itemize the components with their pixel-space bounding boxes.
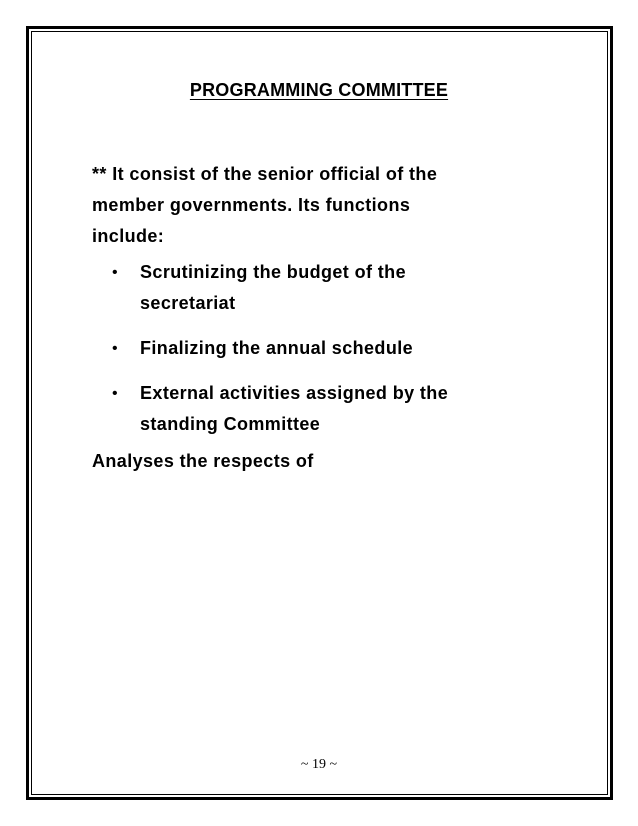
functions-list xyxy=(92,257,552,454)
page-number: ~ 19 ~ xyxy=(300,757,338,772)
list-item-text xyxy=(120,378,552,440)
page-title: PROGRAMMING COMMITTEE xyxy=(189,80,449,100)
list-item-line: External activities assigned by the xyxy=(140,383,449,403)
list-item-text xyxy=(120,257,552,319)
list-item xyxy=(92,333,552,364)
list-item-text xyxy=(120,333,552,364)
intro-line: member governments. Its functions xyxy=(92,195,411,215)
bullet-icon: • xyxy=(112,340,119,357)
list-item xyxy=(92,257,552,319)
bullet-icon: • xyxy=(112,264,119,281)
list-item-line: Finalizing the annual schedule xyxy=(140,338,414,358)
list-item-line: Scrutinizing the budget of the xyxy=(140,262,406,282)
bullet-icon: • xyxy=(112,385,119,402)
list-item-line: standing Committee xyxy=(140,414,321,434)
intro-paragraph xyxy=(92,159,542,252)
intro-line: ** It consist of the senior official of the xyxy=(92,164,438,184)
list-item-line: secretariat xyxy=(140,293,236,313)
closing-line: Analyses the respects of xyxy=(92,451,314,471)
list-item xyxy=(92,378,552,440)
intro-line: include: xyxy=(92,226,165,246)
